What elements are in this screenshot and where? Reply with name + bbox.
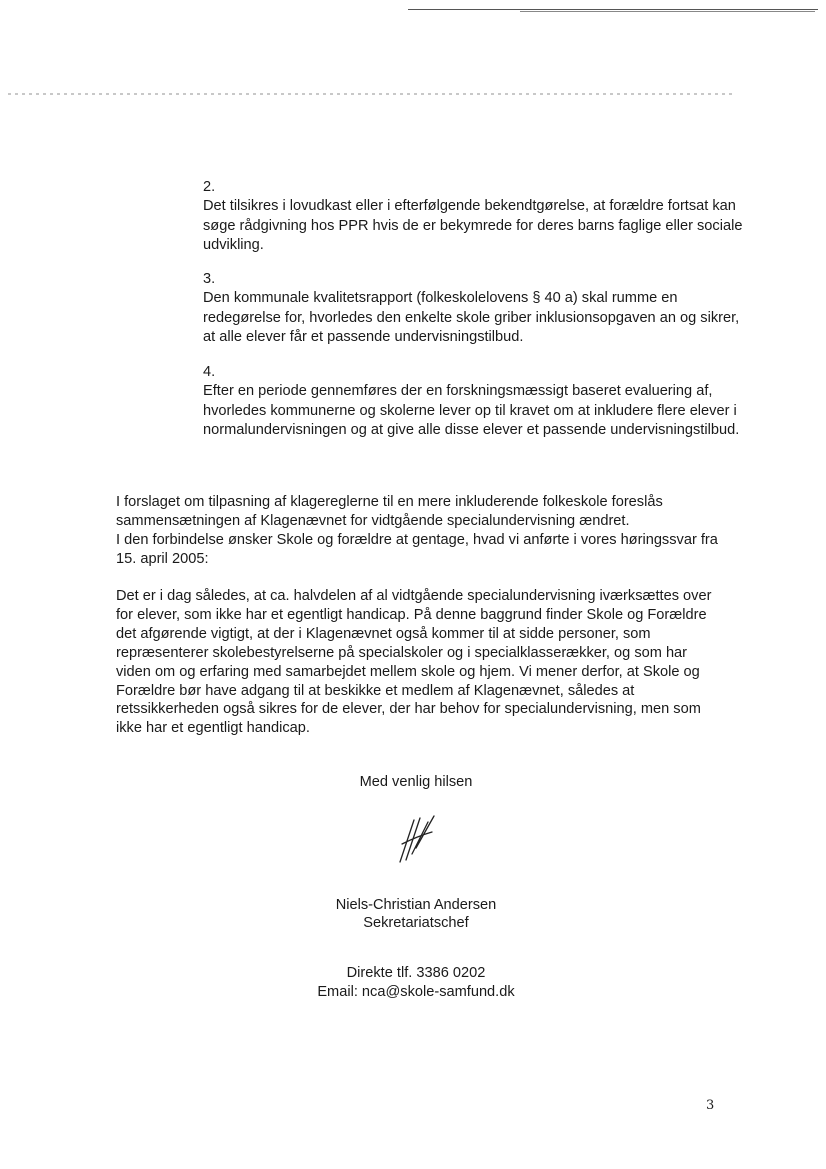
list-item-text: Det tilsikres i lovudkast eller i efterfølgende bekendtgørelse, at forældre fortsat kan søge rådgivning hos PPR hvis de er bekymrede for deres barns faglige eller sociale udvikling. xyxy=(203,198,743,253)
paragraph-proposal: I forslaget om tilpasning af klagereglerne til en mere inkluderende folkeskole foreslås sammensætningen af Klagenævnet for vidtgående specialundervisning ændret. xyxy=(116,494,663,529)
contact-email: Email: nca@skole-samfund.dk xyxy=(317,984,515,1000)
paragraph-main-argument: Det er i dag således, at ca. halvdelen af al vidtgående specialundervisning iværksættes over for elever, som ikke har et egentligt handicap. På denne baggrund finder Skole og Forældre det afgørende vigtigt, at der i Klagenævnet også kommer til at sidde personer, som repræsenterer skolebestyrelserne på specialskoler og i specialklasserækker, og som har viden om og erfaring med samarbejdet mellem skole og hjem. Vi mener derfor, at Skole og Forældre bør have adgang til at beskikke et medlem af Klagenævnet, således at retssikkerheden også sikres for de elever, der har behov for specialundervisning, men som ikke har et egentligt handicap. xyxy=(116,588,712,737)
closing-greeting: Med venlig hilsen xyxy=(359,774,473,790)
list-item-2 xyxy=(203,178,743,255)
page-number: 3 xyxy=(706,1098,715,1113)
scan-artifact-dots xyxy=(8,93,733,95)
list-item-number: 4. xyxy=(203,364,216,380)
signer-title: Sekretariatschef xyxy=(363,915,469,931)
scan-artifact-line xyxy=(408,9,818,10)
list-item-4 xyxy=(203,363,743,440)
scan-artifact-line xyxy=(520,11,815,12)
signature xyxy=(392,814,442,866)
paragraph-hearing-reference: I den forbindelse ønsker Skole og forældre at gentage, hvad vi anførte i vores høringssvar fra 15. april 2005: xyxy=(116,532,718,567)
list-item-text: Den kommunale kvalitetsrapport (folkeskolelovens § 40 a) skal rumme en redegørelse for, hvorledes den enkelte skole griber inklusionsopgaven an og sikrer, at alle elever får et passende undervisningstilbud. xyxy=(203,290,740,345)
list-item-number: 3. xyxy=(203,271,216,287)
signer-name: Niels-Christian Andersen xyxy=(335,897,497,913)
contact-phone: Direkte tlf. 3386 0202 xyxy=(346,965,486,981)
list-item-text: Efter en periode gennemføres der en forskningsmæssigt baseret evaluering af, hvorledes kommunerne og skolerne lever op til kravet om at inkludere flere elever i normalundervisningen og at give alle disse elever et passende undervisningstilbud. xyxy=(203,383,740,438)
list-item-3 xyxy=(203,270,743,347)
list-item-number: 2. xyxy=(203,179,216,195)
